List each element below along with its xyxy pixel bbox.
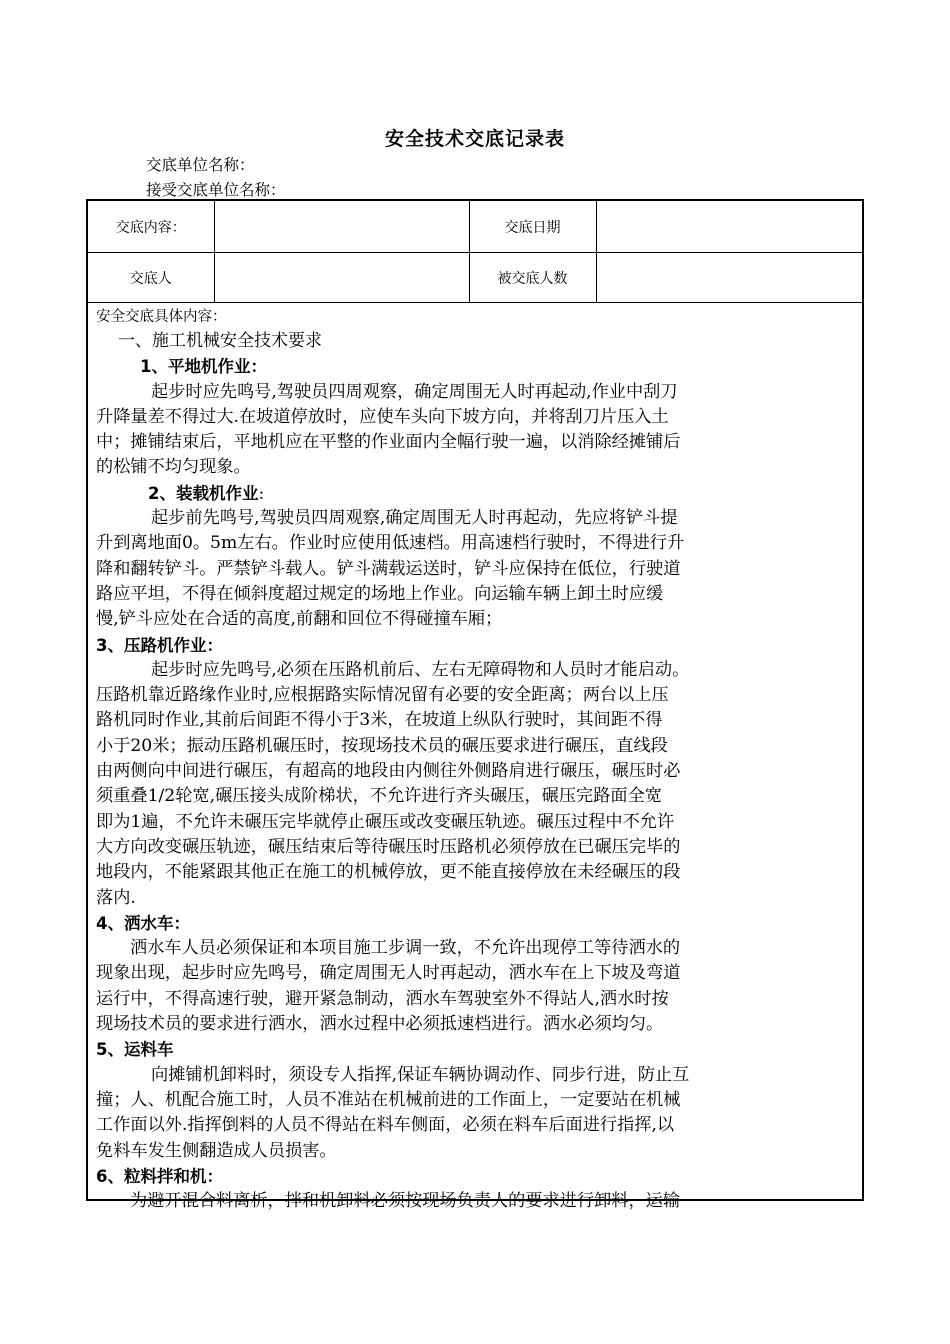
- item-heading-colon: :: [258, 483, 265, 504]
- header-table: [88, 201, 862, 303]
- person-value-cell[interactable]: [214, 253, 469, 303]
- item-line: 洒水车人员必须保证和本项目施工步调一致，不允许出现停工等待洒水的: [130, 938, 681, 959]
- item-line: 撞；人、机配合施工时，人员不准站在机械前进的工作面上，一定要站在机械: [96, 1089, 681, 1110]
- item-heading: 1、平地机作业：: [140, 357, 267, 377]
- item-line: 路应平坦，不得在倾斜度超过规定的场地上作业。向运输车辆上卸土时应缓: [96, 583, 664, 604]
- item-line: 降和翻转铲斗。严禁铲斗载人。铲斗满载运送时，铲斗应保持在低位，行驶道: [96, 558, 681, 579]
- item-line: 地段内，不能紧跟其他正在施工的机械停放，更不能直接停放在未经碾压的段: [96, 862, 681, 883]
- item-line: 起步时应先鸣号,驾驶员四周观察，确定周围无人时再起动,作业中刮刀: [151, 381, 678, 402]
- item-line: 即为1遍，不允许未碾压完毕就停止碾压或改变碾压轨迹。碾压过程中不允许: [96, 811, 675, 832]
- item-heading: 4、洒水车：: [96, 913, 190, 933]
- item-heading: 5、运料车: [96, 1040, 174, 1060]
- item-line: 小于20米；振动压路机碾压时，按现场技术员的碾压要求进行碾压，直线段: [96, 735, 668, 756]
- item-line: 工作面以外.指挥倒料的人员不得站在料车侧面，必须在料车后面进行指挥,以: [96, 1115, 675, 1136]
- item-line: 大方向改变碾压轨迹，碾压结束后等待碾压时压路机必须停放在已碾压完毕的: [96, 836, 681, 857]
- issuing-unit-label: 交底单位名称：: [146, 156, 255, 174]
- count-label: 被交底人数: [469, 253, 596, 303]
- item-line: 现场技术员的要求进行洒水，洒水过程中必须抵速档进行。洒水必须均匀。: [96, 1014, 664, 1035]
- item-heading: 3、压路机作业：: [96, 635, 223, 655]
- receiving-unit-label: 接受交底单位名称：: [146, 181, 286, 199]
- item-line: 压路机靠近路缘作业时,应根据路实际情况留有必要的安全距离；两台以上压: [96, 685, 669, 706]
- person-label: 交底人: [88, 253, 214, 303]
- item-line: 落内.: [96, 887, 136, 908]
- content-label: 交底内容：: [88, 201, 214, 253]
- item-heading: 6、粒料拌和机：: [96, 1166, 223, 1186]
- item-heading: [96, 481, 856, 506]
- item-line: 由两侧向中间进行碾压，有超高的地段由内侧往外侧路肩进行碾压，碾压时必: [96, 761, 681, 782]
- item-line: 须重叠1/2轮宽,碾压接头成阶梯状，不允许进行齐头碾压，碾压完路面全宽: [96, 786, 662, 807]
- item-line: 起步前先鸣号,驾驶员四周观察,确定周围无人时再起动，先应将铲斗提: [151, 508, 678, 529]
- section-title: 一、施工机械安全技术要求: [118, 331, 322, 351]
- item-line: 中；摊铺结束后，平地机应在平整的作业面内全幅行驶一遍，以消除经摊铺后: [96, 432, 681, 453]
- item-line: 向摊铺机卸料时，须设专人指挥,保证车辆协调动作、同步行进，防止互: [151, 1064, 690, 1085]
- item-line: 为避开混合料离析，拌和机卸料必须按现场负责人的要求进行卸料，运输: [130, 1191, 681, 1212]
- content-body: [96, 305, 856, 1214]
- item-line: 升到离地面0。5m左右。作业时应使用低速档。用高速档行驶时，不得进行升: [96, 533, 685, 554]
- date-value-cell[interactable]: [596, 201, 862, 253]
- item-line: 升降量差不得过大.在坡道停放时，应使车头向下坡方向，并将刮刀片压入土: [96, 406, 669, 427]
- intro-line: 安全交底具体内容：: [96, 309, 227, 325]
- content-value-cell[interactable]: [214, 201, 469, 253]
- record-form: [86, 199, 864, 1212]
- date-label: 交底日期: [469, 201, 596, 253]
- item-line: 路机同时作业,其前后间距不得小于3米，在坡道上纵队行驶时，其间距不得: [96, 710, 663, 731]
- item-line: 慢,铲斗应处在合适的高度,前翻和回位不得碰撞车厢；: [96, 609, 503, 630]
- item-line: 运行中，不得高速行驶，避开紧急制动，洒水车驾驶室外不得站人,洒水时按: [96, 988, 669, 1009]
- item-line: 现象出现，起步时应先鸣号，确定周围无人时再起动，洒水车在上下坡及弯道: [96, 963, 681, 984]
- item-heading-text: 2、装载机作业: [148, 483, 259, 503]
- page-title: 安全技术交底记录表: [384, 128, 565, 150]
- item-line: 的松铺不均匀现象。: [96, 457, 251, 478]
- item-line: 免料车发生侧翻造成人员损害。: [96, 1140, 337, 1161]
- count-value-cell[interactable]: [596, 253, 862, 303]
- item-line: 起步时应先鸣号,必须在压路机前后、左右无障碍物和人员时才能启动。: [151, 659, 690, 680]
